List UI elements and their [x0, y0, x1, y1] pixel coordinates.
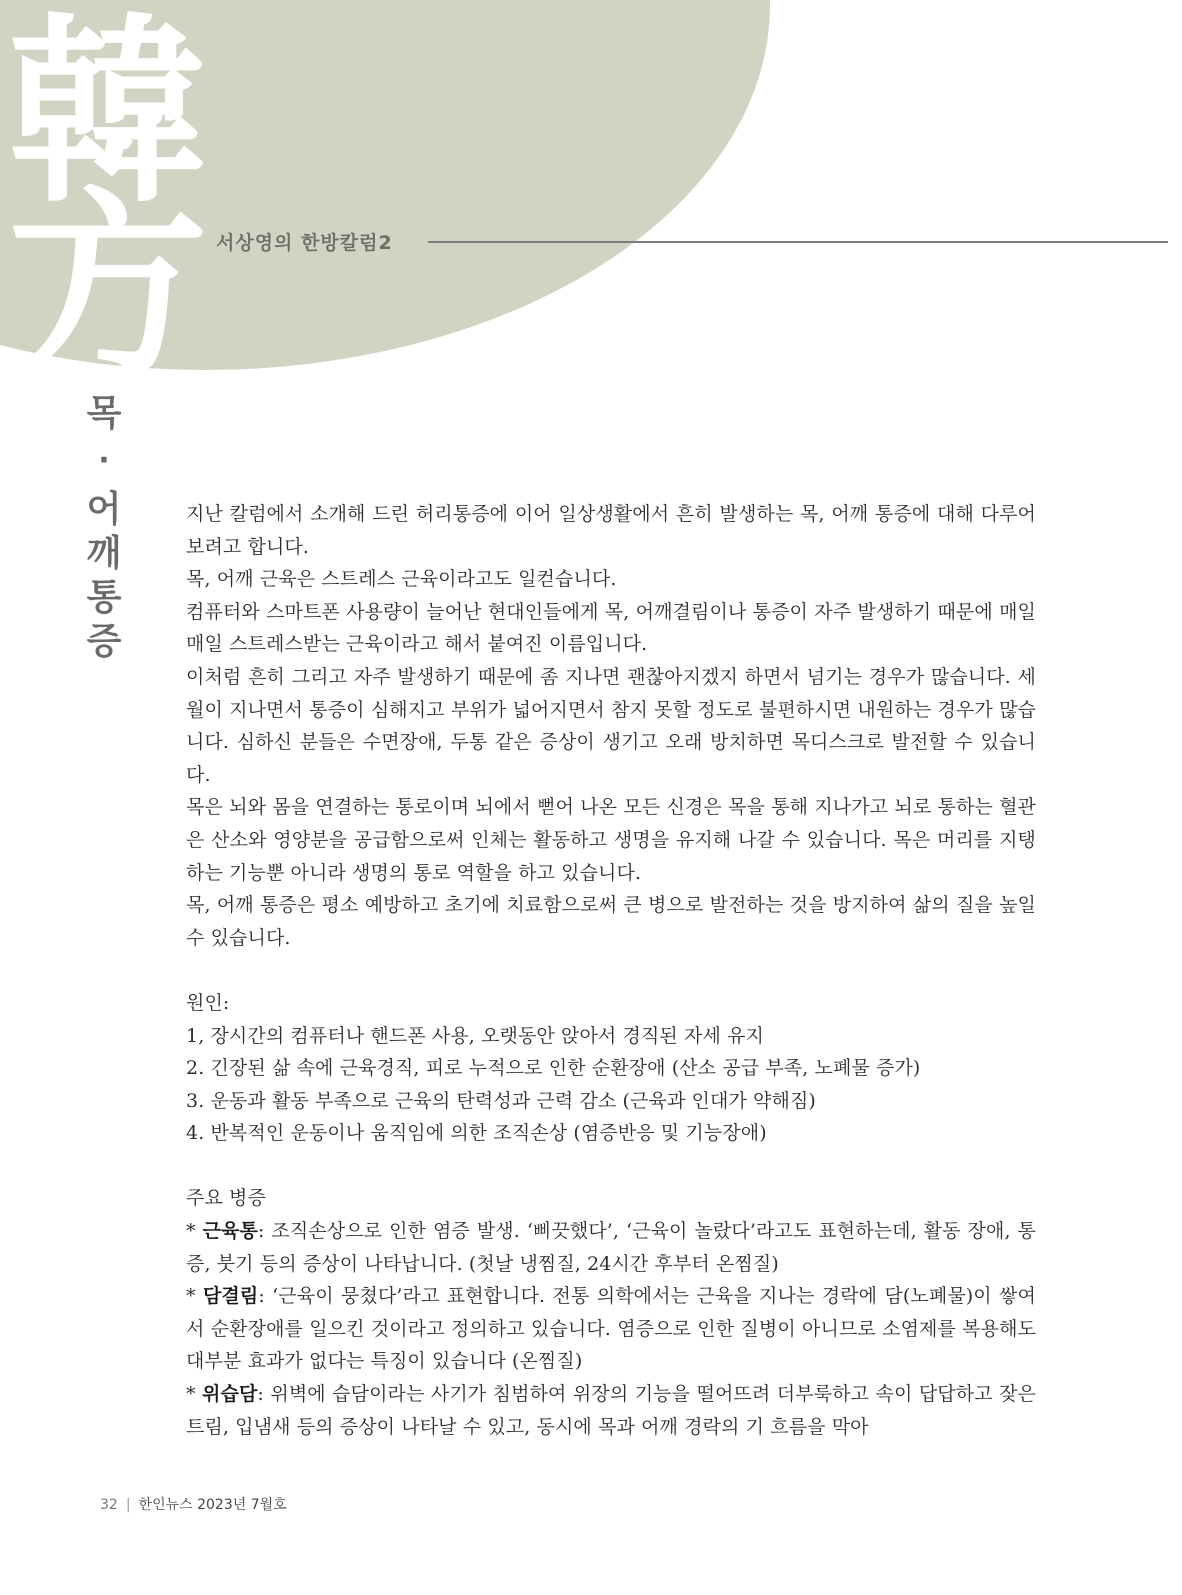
disease-term: 담결림: [202, 1285, 259, 1308]
cause-item: 2. 긴장된 삶 속에 근육경직, 피로 누적으로 인한 순환장애 (산소 공급 부족, 노폐물 증가): [186, 1057, 921, 1080]
cause-item: 3. 운동과 활동 부족으로 근육의 탄력성과 근력 감소 (근육과 인대가 약해짐): [186, 1089, 816, 1112]
page-number: 32: [100, 1497, 118, 1513]
intro-paragraph: 이처럼 흔히 그리고 자주 발생하기 때문에 좀 지나면 괜찮아지겠지 하면서 넘기는 경우가 많습니다. 세월이 지나면서 통증이 심해지고 부위가 넓어지면서 참지 못할 정도로 불편하시면 내원하는 경우가 많습니다. 심하신 분들은 수면장애, 두통 같은 증상이 생기고 오래 방치하면 목디스크로 발전할 수 있습니다.: [186, 665, 1036, 786]
title-char: 통: [86, 577, 122, 618]
page-footer: [100, 1494, 287, 1514]
intro-paragraph: 지난 칼럼에서 소개해 드린 허리통증에 이어 일상생활에서 흔히 발생하는 목, 어깨 통증에 대해 다루어 보려고 합니다.: [186, 503, 1036, 558]
intro-paragraph: 목, 어깨 통증은 평소 예방하고 초기에 치료함으로써 큰 병으로 발전하는 것을 방지하여 삶의 질을 높일 수 있습니다.: [186, 894, 1036, 949]
article-body: [186, 498, 1036, 1443]
disease-bullet: *: [186, 1383, 203, 1406]
publication-name: 한인뉴스 2023년 7월호: [138, 1497, 287, 1513]
intro-paragraph: 컴퓨터와 스마트폰 사용량이 늘어난 현대인들에게 목, 어깨결림이나 통증이 자주 발생하기 때문에 매일매일 스트레스받는 근육이라고 해서 붙여진 이름입니다.: [186, 600, 1036, 656]
cause-item: 1, 장시간의 컴퓨터나 핸드폰 사용, 오랫동안 앉아서 경직된 자세 유지: [186, 1024, 764, 1047]
article-title-vertical: [80, 392, 128, 664]
disease-description: : ‘근육이 뭉쳤다’라고 표현합니다. 전통 의학에서는 근육을 지나는 경락에 담(노폐물)이 쌓여서 순환장애를 일으킨 것이라고 정의하고 있습니다. 염증으로 인한 질병이 아니므로 소염제를 복용해도 대부분 효과가 없다는 특징이 있습니다 (온찜질): [186, 1285, 1037, 1373]
footer-separator: |: [125, 1497, 131, 1513]
diseases-heading: 주요 병증: [186, 1187, 266, 1210]
intro-paragraph: 목, 어깨 근육은 스트레스 근육이라고도 일컫습니다.: [186, 568, 617, 591]
spacer: [186, 954, 1036, 987]
disease-bullet: *: [186, 1220, 203, 1243]
disease-item: [186, 1215, 1036, 1280]
title-char: 증: [86, 621, 122, 662]
disease-description: : 조직손상으로 인한 염증 발생. ‘삐끗했다’, ‘근육이 놀랐다’라고도 표현하는데, 활동 장애, 통증, 붓기 등의 증상이 나타납니다. (첫날 냉찜질, 24시간 후부터 온찜질): [186, 1220, 1036, 1275]
cause-item: 4. 반복적인 운동이나 움직임에 의한 조직손상 (염증반응 및 기능장애): [186, 1122, 767, 1145]
causes-heading: 원인:: [186, 991, 230, 1014]
disease-term: 근육통: [202, 1220, 258, 1243]
disease-bullet: *: [186, 1285, 203, 1308]
column-label: 서상영의 한방칼럼2: [216, 232, 393, 254]
spacer: [186, 1150, 1036, 1183]
disease-item: [186, 1280, 1036, 1378]
title-char: 목: [86, 393, 122, 434]
disease-description: : 위벽에 습담이라는 사기가 침범하여 위장의 기능을 떨어뜨려 더부룩하고 속이 답답하고 잦은 트림, 입냄새 등의 증상이 나타날 수 있고, 동시에 목과 어깨 경락의 기 흐름을 막아: [186, 1383, 1036, 1438]
hanja-bang-character: 方: [8, 171, 209, 404]
title-char: ·: [98, 443, 110, 478]
intro-paragraph: 목은 뇌와 몸을 연결하는 통로이며 뇌에서 뻗어 나온 모든 신경은 목을 통해 지나가고 뇌로 통하는 혈관은 산소와 영양분을 공급함으로써 인체는 활동하고 생명을 유지해 나갈 수 있습니다. 목은 머리를 지탱하는 기능뿐 아니라 생명의 통로 역할을 하고 있습니다.: [186, 796, 1036, 884]
title-char: 깨: [86, 533, 122, 574]
column-rule-divider: [428, 241, 1168, 243]
disease-item: [186, 1378, 1036, 1443]
disease-term: 위습담: [202, 1383, 258, 1406]
title-char: 어: [86, 489, 122, 530]
hanja-han-character: 韓: [8, 0, 209, 230]
